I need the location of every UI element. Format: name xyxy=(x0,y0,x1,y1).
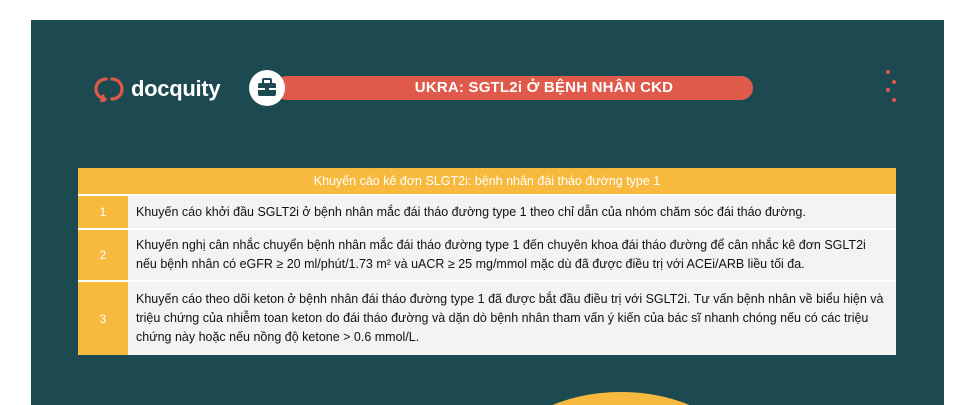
speech-bubble-logo-icon xyxy=(93,76,127,102)
row-number: 1 xyxy=(78,196,128,228)
briefcase-icon xyxy=(249,70,285,106)
table-row xyxy=(78,194,896,228)
row-number: 3 xyxy=(78,282,128,355)
table-row xyxy=(78,280,896,355)
slide xyxy=(31,20,944,405)
table-heading: Khuyến cáo kê đơn SLGT2i: bệnh nhân đái tháo đường type 1 xyxy=(78,168,896,194)
row-number: 2 xyxy=(78,230,128,280)
row-text: Khuyến cáo khởi đầu SGLT2i ở bệnh nhân mắc đái tháo đường type 1 theo chỉ dẫn của nhóm chăm sóc đái tháo đường. xyxy=(128,196,896,228)
table-row xyxy=(78,228,896,280)
title-banner xyxy=(275,76,753,100)
dots-icon xyxy=(886,70,898,106)
row-text: Khuyến cáo theo dõi keton ở bệnh nhân đái tháo đường type 1 đã được bắt đầu điều trị với SGLT2i. Tư vấn bệnh nhân về biểu hiện và triệu chứng của nhiễm toan keton do đái tháo đường và dặn dò bệnh nhân tham vấn ý kiến của bác sĩ nhanh chóng nếu có các triệu chứng này hoặc nếu nồng độ ketone > 0.6 mmol/L. xyxy=(128,282,896,355)
recommendation-table xyxy=(78,168,896,355)
row-text: Khuyến nghị cân nhắc chuyển bệnh nhân mắc đái tháo đường type 1 đến chuyên khoa đái tháo đường để cân nhắc kê đơn SGLT2i nếu bệnh nhân có eGFR ≥ 20 ml/phút/1.73 m² và uACR ≥ 25 mg/mmol mặc dù đã được điều trị với ACEi/ARB liều tối đa. xyxy=(128,230,896,280)
header xyxy=(31,20,944,140)
brand-logo xyxy=(93,76,220,102)
decorative-circle xyxy=(511,392,731,405)
page-title: UKRA: SGTL2i Ở BỆNH NHÂN CKD xyxy=(414,79,674,96)
brand-name: docquity xyxy=(131,76,221,101)
